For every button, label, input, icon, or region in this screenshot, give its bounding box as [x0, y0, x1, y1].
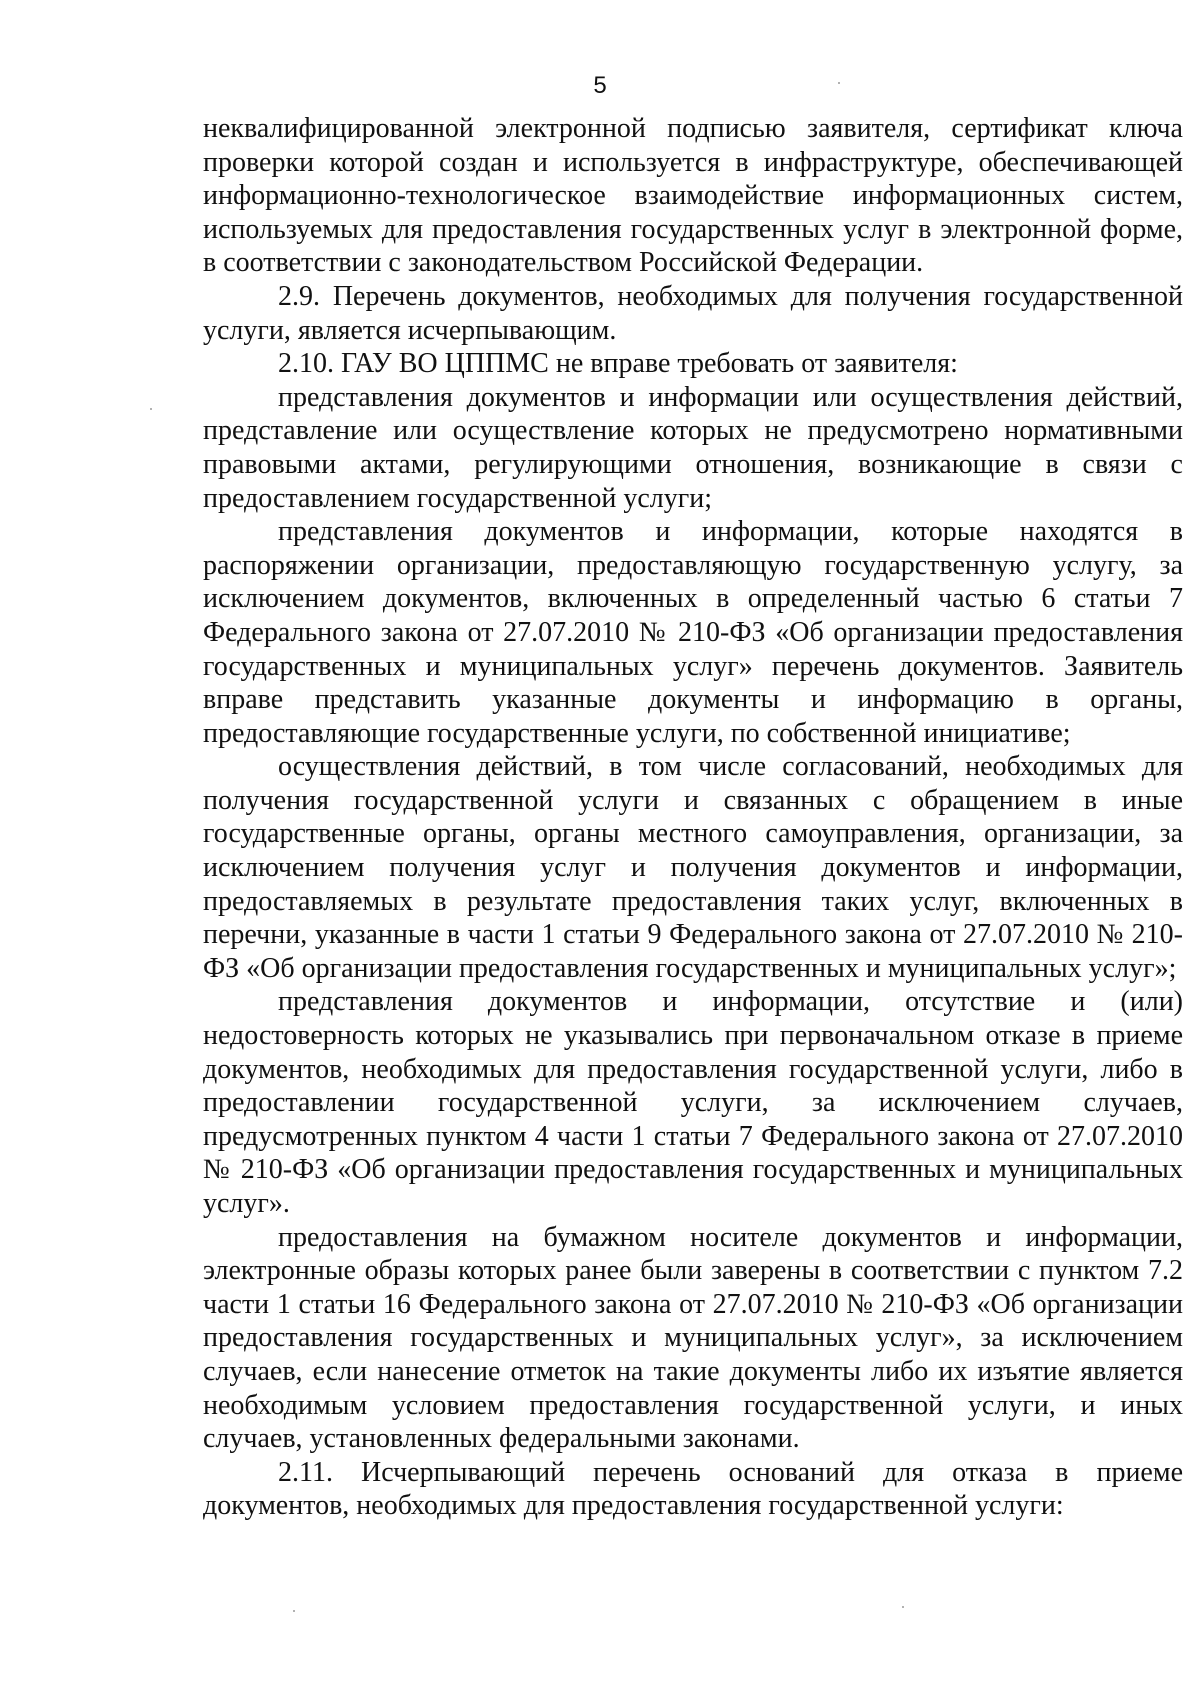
paragraph-requirement-4: представления документов и информации, отсутствие и (или) недостоверность которых не указывались при первоначальном отказе в приеме документов, необходимых для предоставления государственной услуги, либо в предоставлении государственной услуги, за исключением случаев, предусмотренных пунктом 4 части 1 статьи 7 Федерального закона от 27.07.2010 № 210-ФЗ «Об организации предоставления государственных и муниципальных услуг».: [203, 986, 1183, 1219]
scan-artifact: [838, 82, 840, 84]
paragraph-signature-continuation: неквалифицированной электронной подписью заявителя, сертификат ключа проверки которой создан и используется в инфраструктуре, обеспечивающей информационно-технологическое взаимодействие информационных систем, используемых для предоставления государственных услуг в электронной форме, в соответствии с законодательством Российской Федерации.: [203, 113, 1183, 279]
scan-artifact: [150, 408, 152, 410]
paragraph-requirement-3: осуществления действий, в том числе согласований, необходимых для получения государственной услуги и связанных с обращением в иные государственные органы, органы местного самоуправления, организации, за исключением получения услуг и получения документов и информации, предоставляемых в результате предоставления таких услуг, включенных в перечни, указанные в части 1 статьи 9 Федерального закона от 27.07.2010 № 210-ФЗ «Об организации предоставления государственных и муниципальных услуг»;: [203, 751, 1183, 984]
paragraph-requirement-2: представления документов и информации, которые находятся в распоряжении организации, предоставляющую государственную услугу, за исключением документов, включенных в определенный частью 6 статьи 7 Федерального закона от 27.07.2010 № 210-ФЗ «Об организации предоставления государственных и муниципальных услуг» перечень документов. Заявитель вправе представить указанные документы и информацию в органы, предоставляющие государственные услуги, по собственной инициативе;: [203, 516, 1183, 749]
paragraph-requirement-1: представления документов и информации или осуществления действий, представление или осуществление которых не предусмотрено нормативными правовыми актами, регулирующими отношения, возникающие в связи с предоставлением государственной услуги;: [203, 381, 1183, 514]
document-body: [203, 112, 1183, 1523]
paragraph-requirement-5: предоставления на бумажном носителе документов и информации, электронные образы которых ранее были заверены в соответствии с пунктом 7.2 части 1 статьи 16 Федерального закона от 27.07.2010 № 210-ФЗ «Об организации предоставления государственных и муниципальных услуг», за исключением случаев, если нанесение отметок на такие документы либо их изъятие является необходимым условием предоставления государственной услуги, и иных случаев, установленных федеральными законами.: [203, 1221, 1183, 1455]
paragraph-2-10: 2.10. ГАУ ВО ЦППМС не вправе требовать от заявителя:: [278, 348, 958, 380]
paragraph-2-11: 2.11. Исчерпывающий перечень оснований для отказа в приеме документов, необходимых для предоставления государственной услуги:: [203, 1456, 1183, 1522]
page-number: 5: [593, 72, 607, 99]
paragraph-2-9: 2.9. Перечень документов, необходимых для получения государственной услуги, является исчерпывающим.: [203, 280, 1183, 346]
scan-artifact: [902, 1606, 904, 1608]
scan-artifact: [293, 1610, 295, 1612]
